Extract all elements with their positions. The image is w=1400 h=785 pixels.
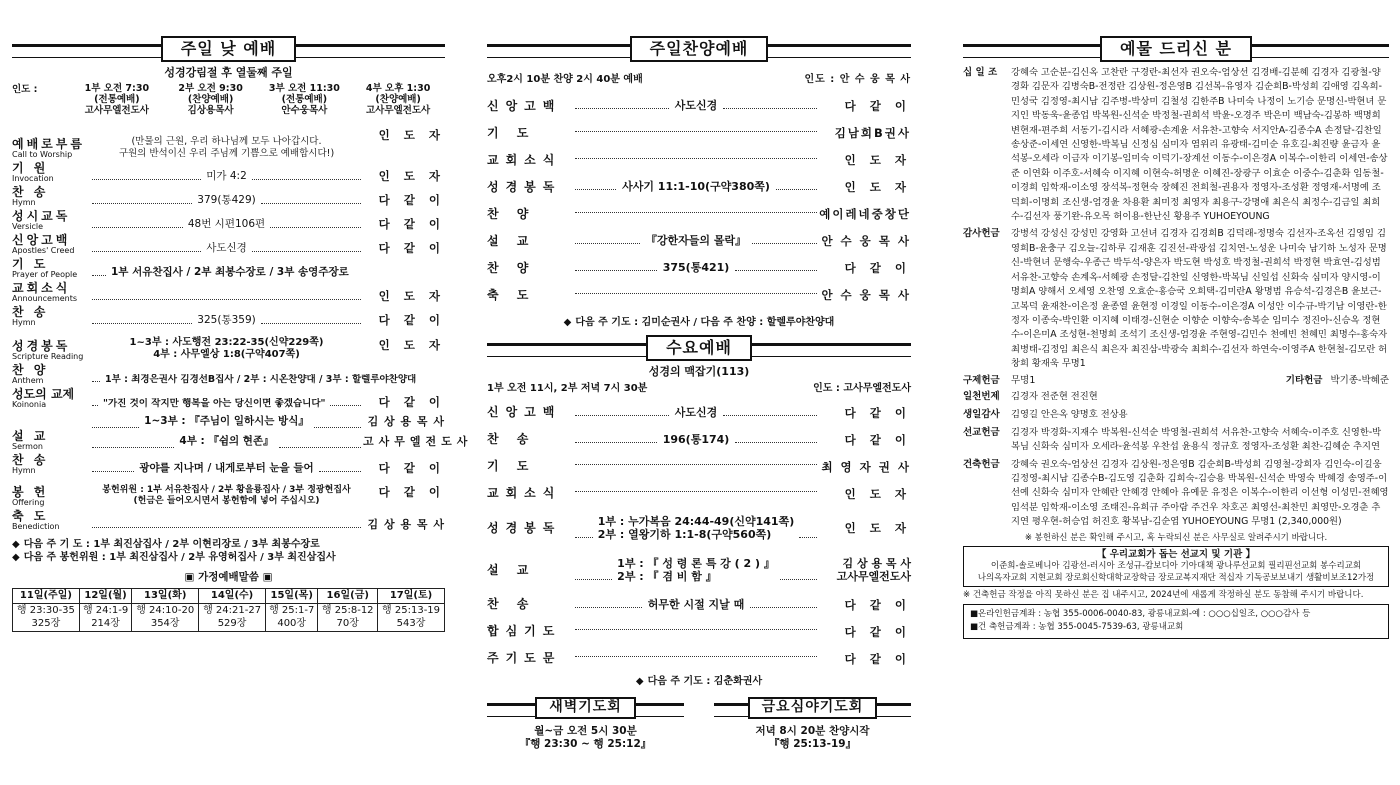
order-item: 교회소식 [487,486,562,501]
order-leader: 예이레네중창단 [819,206,911,221]
order-text: 사도신경 [674,99,718,113]
next-week-note: ◆ 다음 주 기 도 : 1부 최진삼집사 / 2부 이현리장로 / 3부 최봉수장로 [12,538,320,550]
praise-order [487,93,911,309]
offering-list-2 [963,390,1389,529]
order-call-to-worship: 예배로부름 Call to Worship (만물의 근원, 우리 하나님께 모두 나아갑시다. 구원의 반석이신 우리 주님께 기쁨으로 예배합시다!) 인 도 자 [12,127,445,159]
section-header [487,335,911,361]
diamond-icon: ◆ [12,538,20,550]
offering-category: 일천번제 김경자 전준현 전진현 [963,391,1098,403]
order-leader: 인 도 자 [844,152,911,167]
order-creed: 신앙고백 Apostles' Creed 사도신경 다 같 이 [12,232,445,256]
praise-next-note: ◆ 다음 주 기도 : 김미순권사 / 다음 주 찬양 : 할렐루야찬양대 [563,316,835,328]
section-header [487,36,911,62]
order-row [487,645,911,672]
wed-subtitle: 성경의 맥잡기(113) [648,365,750,378]
service-times [12,84,445,117]
order-leader: 다 같 이 [844,405,911,420]
next-week-note: ◆ 다음 주 봉헌위원 : 1부 최진삼집사 / 2부 유영허집사 / 3부 최진삼집사 [12,552,336,564]
week-day-header: 13일(화) [132,588,199,604]
order-item: 성경봉독 [487,179,562,194]
offering-category: 감사헌금 강병석 강성신 강성민 강영화 고선녀 김경자 김경희B 김덕래-정명숙 김선자-조옥선 김영임 김영희B-윤충구 김오늘-김하루 김재훈 김진선-곽광섭 김치연-노성운 나미숙 남기하 노성자 문명신-박현녀 문행숙-우종근 박두석-양은자 박도현 박성호 박정철-권희석 박정현 박효연-김성범 서유찬-고향숙 손계옥-서혜광 손정달-김찬일 신영한-박복님 신일섭 신화숙 심미자 양시영-이명희A 양해서 오세영 오찬영 오효순-홍승국 오희택-김미란A 왕명범 유승석-김경은B 윤보근-고복덕 윤재찬-이은정 윤종열 윤현정 이경일 이동수-이은경A 이성안 이수규-박기남 이영란-한정자 이종숙-박인환 이지혜 이태경-신현순 이향순 이향숙-송복순 임미수 정진아-신승옥 정현수-이은미A 조성현-천명희 조석기 조신생-엄경윤 주현영-김민수 천예빈 천혜민 최명수-홍숙자 최병태-김정임 최은식 최은자 최진삼-박광숙 최희수-김선자 하연숙-이영주A 한현철-김모란 허창희 황재욱 무명1 [963,228,1388,370]
order-scripture: 성경봉독 Scripture Reading 1~3부 : 사도행전 23:22-35(신약229쪽) 4부 : 사무엘상 1:8(구약407쪽) 인 도 자 [12,336,445,361]
friday-prayer: 금요심야기도회 저녁 8시 20분 찬양시작 『행 25:13-19』 [714,695,911,752]
order-row [487,255,911,282]
order-leader: 인 도 자 [844,179,911,194]
service-time-4: 4부 오후 1:30 (찬양예배) 고사무엘전도사 [365,82,431,116]
week-day-cell: 행 24:21-27 529장 [199,604,266,632]
service-time-1: 1부 오전 7:30 (전통예배) 고사무엘전도사 [84,82,150,116]
order-text: 허무한 시절 지날 때 [647,597,745,611]
week-day-cell: 행 24:10-20 354장 [132,604,199,632]
liturgical-subtitle: 성경강림절 후 열둘째 주일 [164,66,293,79]
sunday-worship-column [12,36,473,632]
week-day-header: 17일(토) [378,588,445,604]
dawn-prayer: 새벽기도회 월~금 오전 5시 30분 『행 23:30 ~ 행 25:12』 [487,695,684,752]
account-box: ■온라인헌금계좌 : 농협 355-0006-0040-83, 광릉내교회-예 : ○○○십일조, ○○○감사 등 ■건 축헌금계좌 : 농협 355-0045-7539-63, 광릉내교회 [963,604,1389,639]
order-item: 축 도 [487,287,536,302]
order-row [487,174,911,201]
offering-category: 건축헌금 강혜숙 권오숙-엄상선 김경자 김상원-정은영B 김순희B-박성희 김영철-강희자 김인숙-이길웅 김정영-최시남 김종수B-김도영 김춘화 김희숙-김승용 박복원-신석순 박영숙 박혜경 송영주-이선예 신화숙 심미자 안혜란 안혜경 안혜아 유예문 유정은 이복수-이한리 이선형 이성민-전혜영 임석분 임학재-이소영 조태진-유희규 주아람 주건우 차호곤 최영선-최찬민 최영만-오경춘 추지연 평우현-허승업 허진호 황복남-김순엽 YUHOEYOUNG 무명1 (2,340,000원) [963,458,1389,528]
order-text: 사사기 11:1-10(구약380쪽) [622,180,770,194]
week-day-header: 14일(수) [199,588,266,604]
offering-category: 생일감사 김영길 안은옥 양명호 전상용 [963,409,1128,421]
order-hymn-2: 찬 송 Hymn 325(통359) 다 같 이 [12,304,445,328]
order-leader: 최 영 자 권 사 [821,459,911,474]
order-leader: 안 수 웅 목 사 [821,233,911,248]
week-day-cell: 행 25:1-7 400장 [266,604,318,632]
praise-worship-column [487,36,911,752]
order-leader: 안 수 웅 목 사 [821,287,911,302]
order-leader: 김남희B권사 [834,125,911,140]
order-leader: 다 같 이 [844,260,911,275]
order-hymn-3: 찬 송 Hymn 광야를 지나며 / 내게로부터 눈을 들어 다 같 이 [12,452,445,476]
mission-box: 【 우리교회가 돕는 선교지 및 기관 】 이준희-솔로베니아 김광선-러시아 조성규-캄보디아 기아대책 광나루선교회 필리핀선교회 봉수리교회 나의옥자교회 지현교회 장로회신학대학교장학금 장로교복지재단 적십자 기독공보보내기 생활비보조12가정 [963,546,1389,587]
order-announcements: 교회소식 Announcements 인 도 자 [12,280,445,304]
order-item: 기 도 [487,125,536,140]
order-leader: 다 같 이 [844,597,911,612]
order-text: 『강한자들의 몰락』 [645,234,747,248]
order-versicle: 성시교독 Versicle 48번 시편106편 다 같 이 [12,208,445,232]
order-row [487,480,911,507]
week-day-cell: 행 23:30-35 325장 [13,604,80,632]
prayer-meetings [487,695,911,752]
order-item: 신앙고백 [487,98,562,113]
order-anthem: 찬 양 Anthem 1부 : 최경은권사 김경선B집사 / 2부 : 시온찬양대 / 3부 : 할렐루야찬양대 [12,362,417,385]
order-item: 찬 송 [487,597,536,612]
diamond-icon: ◆ [563,316,572,328]
service-time-2: 2부 오전 9:30 (찬양예배) 김상용목사 [178,82,243,116]
order-invocation: 기 원 Invocation 미가 4:2 인 도 자 [12,160,445,184]
order-prayer: 기 도 Prayer of People 1부 서유찬집사 / 2부 최봉수장로 / 3부 송영주장로 [12,256,349,279]
order-row [487,618,911,645]
order-row [487,201,911,228]
order-item: 교회소식 [487,152,562,167]
order-item: 찬 송 [487,432,536,447]
diamond-icon: ◆ [12,552,20,564]
wed-sermon-row: 설 교 1부 : 『 성 령 론 특 강 ( 2 ) 』 2부 : 『 겸 비 함 』 김 상 용 목 사 고사무엘전도사 [487,556,911,584]
week-day-cell: 행 24:1-9 214장 [79,604,131,632]
section-title: 예물 드리신 분 [1100,36,1252,62]
order-text: 375(통421) [662,261,730,275]
order-row [487,399,911,426]
week-day-cell: 행 25:13-19 543장 [378,604,445,632]
offering-category: 십 일 조 강혜숙 고순분-김신옥 고찬란 구경란-최선자 권오숙-엄상선 김경배-김분혜 김경자 김광철-양경화 김문자 김병숙B-전정란 김상원-정은영B 김선복-유영자 김순희B-박성희 김애영 김옥희-민성국 김정영-최시남 김주병-박상미 김철성 김한주B 나미숙 나정이 노기승 문명신-박현녀 문지인 박동욱-윤종업 박복원-신석순 박정철-권희석 박윤-오경주 박은미 백남숙-김봉하 백명희 변현재-편주희 서동기-김시라 서혜광-손계윤 서유찬-고향숙 서지안A-김종수A 손정달-김찬일 송상준-이세연 신영한-박복님 신정심 심미자 염위리 유광태-김미순 유호길-최진량 윤금자 윤석봉-오세라 이금자 이기봉-임미숙 이덕기-장계선 이동수-이은경A 이복수-이한리 이세연-송상준 이연화 이주호-서혜숙 이지혜 이현숙-허명운 이혜진-장광구 이효순 이중수-김춘화 임동철-이경희 임학재-이소영 장석복-정현숙 장혜진 전희철-권용자 정영자-조성환 정영재-서명예 조덕희-이명희 조신생-엄경윤 차용환 최미정 최영자 최용구-강명애 최은식 최정수-김금일 최희수-김선자 풍기완-유오목 허이용-한난신 황용주 YUHOEYOUNG [963,67,1388,223]
order-row [487,228,911,255]
order-leader: 다 같 이 [844,651,911,666]
order-hymn-1: 찬 송 Hymn 379(통429) 다 같 이 [12,184,445,208]
order-leader: 다 같 이 [844,432,911,447]
offering-category: 선교헌금 김경자 박경화-지재수 박복원-신석순 박영철-권희석 서유찬-고향숙 서혜숙-이주호 신영한-박복님 신화숙 심미자 오세라-윤석봉 우찬섭 윤용식 정규호 정영자-조성환 최찬-김혜순 추지연 [963,426,1382,453]
section-header [963,36,1389,62]
building-note: ※ 건축헌금 작정을 아직 못하신 분은 집 내주시고, 2024년에 새롭게 작정하실 분도 동참해 주시기 바랍니다. [963,590,1364,601]
order-item: 합심기도 [487,624,562,639]
next-week-notes [12,539,445,565]
offerings-column [963,36,1389,639]
order-leader: 인 도 자 [844,486,911,501]
order-row [487,120,911,147]
order-row [487,93,911,120]
week-day-header: 15일(목) [266,588,318,604]
week-day-header: 11일(주일) [13,588,80,604]
order-row [487,453,911,480]
order-row [487,147,911,174]
family-worship-caption: ▣ 가정예배말씀 ▣ [184,570,273,583]
order-sermon: 설 교 Sermon 1~3부 : 『주님이 일하시는 방식』 김 상 용 목 사 4부 : 『쉼의 현존』 고사무엘전도사 [12,414,473,451]
order-benediction: 축 도 Benediction 김 상 용 목 사 [12,508,445,531]
order-offering: 봉 헌 Offering 봉헌위원 : 1부 서유찬집사 / 2부 황을룡집사 / 3부 정광현집사 (헌금은 들어오시면서 봉헌함에 넣어 주십시오) 다 같 이 [12,484,445,507]
week-day-header: 12일(월) [79,588,131,604]
order-row [487,282,911,309]
order-item: 설 교 [487,233,536,248]
order-row [487,426,911,453]
section-title: 주일찬양예배 [630,36,769,62]
order-koinonia: 성도의 교제 Koinonia "가진 것이 작지만 행복을 아는 당신이면 좋겠습니다" 다 같 이 [12,386,445,410]
offering-note: ※ 봉헌하신 분은 확인해 주시고, 혹 누락되신 분은 사무실로 알려주시기 바랍니다. [1024,532,1328,543]
order-item: 찬 양 [487,206,536,221]
offering-list [963,66,1389,372]
wed-time-line: 1부 오전 11시, 2부 저녁 7시 30분 인도 : 고사무엘전도사 [487,382,911,394]
order-leader: 다 같 이 [844,624,911,639]
order-item: 신앙고백 [487,405,562,420]
order-item: 기 도 [487,459,536,474]
week-day-header: 16일(금) [318,588,378,604]
wed-scripture-row: 성경봉독 1부 : 누가복음 24:44-49(신약141쪽) 2부 : 열왕기하 1:1-8(구약560쪽) 인 도 자 [487,514,911,542]
order-item: 찬 양 [487,260,536,275]
wed-order-2 [487,591,911,672]
section-header [12,36,445,62]
diamond-icon: ◆ [635,676,644,688]
week-day-cell: 행 25:8-12 70장 [318,604,378,632]
section-title: 수요예배 [646,335,752,361]
wed-next-note: ◆ 다음 주 기도 : 김춘화권사 [635,676,763,688]
wed-order [487,399,911,507]
order-item: 주기도문 [487,651,562,666]
praise-time-line: 오후2시 10분 찬양 2시 40분 예배 인도 : 안 수 웅 목 사 [487,74,911,85]
family-worship-table [12,588,445,633]
order-leader: 다 같 이 [844,98,911,113]
order-text: 사도신경 [674,405,718,419]
order-text: 196(통174) [662,432,730,446]
order-row [487,591,911,618]
service-time-3: 3부 오전 11:30 (전통예배) 안수웅목사 [268,82,340,116]
section-title: 주일 낮 예배 [161,36,296,62]
leader-label: 인도 : [12,83,38,95]
offering-pair: 구제헌금 무명1 기타헌금 박기종-박혜준 [963,374,1389,386]
